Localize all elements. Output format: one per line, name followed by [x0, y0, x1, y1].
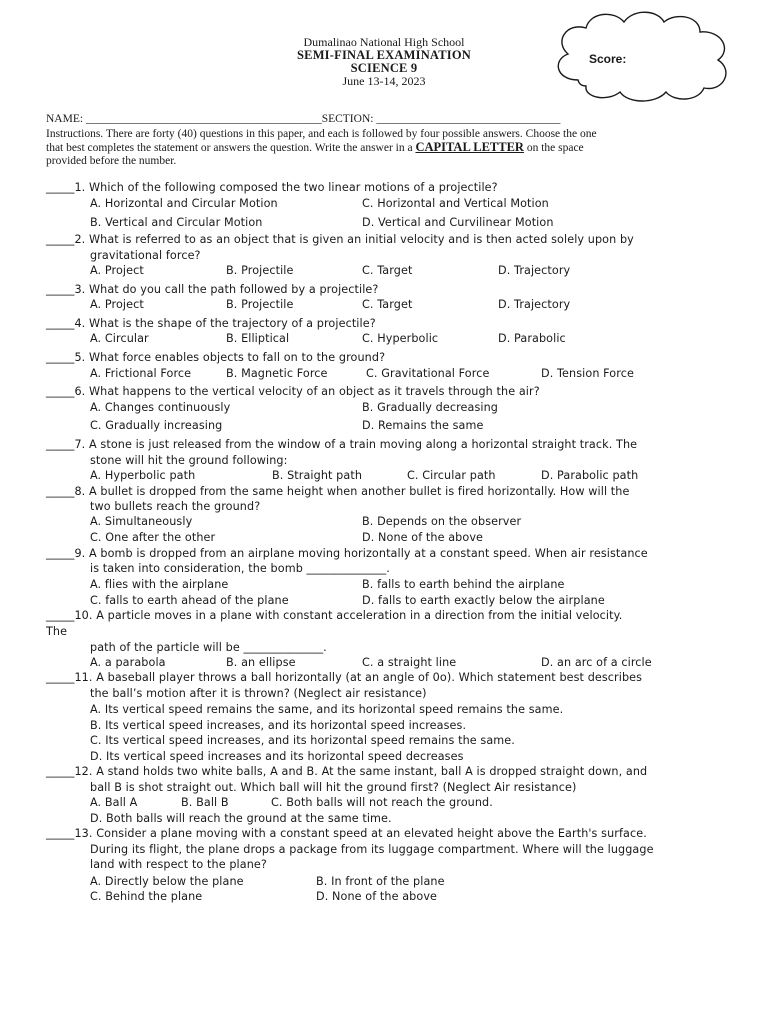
- question-12-stem: _____12. A stand holds two white balls, A and B. At the same instant, ball A is dropped straight down, and: [46, 765, 648, 778]
- question-8-stem-cont: two bullets reach the ground?: [90, 500, 261, 513]
- question-6-stem: _____6. What happens to the vertical velocity of an object as it travels through the air?: [46, 385, 540, 398]
- question-11-choice-d: D. Its vertical speed increases and its horizontal speed decreases: [90, 750, 464, 763]
- capital-letter-emphasis: CAPITAL LETTER: [415, 140, 524, 155]
- question-4-choice-a: A. Circular: [90, 332, 149, 345]
- question-13-stem-cont-2: land with respect to the plane?: [90, 858, 267, 871]
- question-11-stem: _____11. A baseball player throws a ball horizontally (at an angle of 0o). Which statement best describes: [46, 671, 643, 684]
- question-13-stem: _____13. Consider a plane moving with a constant speed at an elevated height above the Earth's surface.: [46, 827, 647, 840]
- name-section-line: [46, 113, 746, 125]
- question-6-choice-a: A. Changes continuously: [90, 401, 231, 414]
- question-13-stem-cont: During its flight, the plane drops a package from its luggage compartment. Where will the luggage: [90, 843, 654, 856]
- question-11-stem-cont: the ball’s motion after it is thrown? (Neglect air resistance): [90, 687, 427, 700]
- question-12-choice-b: B. Ball B: [181, 796, 229, 809]
- question-5-choice-c: C. Gravitational Force: [366, 367, 490, 380]
- question-12-choice-c: C. Both balls will not reach the ground.: [271, 796, 493, 809]
- question-1-choice-a: A. Horizontal and Circular Motion: [90, 197, 278, 210]
- question-12-stem-cont: ball B is shot straight out. Which ball will hit the ground first? (Neglect Air resistance): [90, 781, 577, 794]
- question-9-choice-d: D. falls to earth exactly below the airplane: [362, 594, 605, 607]
- question-8-choice-b: B. Depends on the observer: [362, 515, 522, 528]
- question-13-choice-d: D. None of the above: [316, 890, 438, 903]
- question-1-stem: _____1. Which of the following composed the two linear motions of a projectile?: [46, 181, 498, 194]
- question-11-choice-a: A. Its vertical speed remains the same, and its horizontal speed remains the same.: [90, 703, 564, 716]
- question-10-choice-d: D. an arc of a circle: [541, 656, 652, 669]
- question-7-stem: _____7. A stone is just released from the window of a train moving along a horizontal straight track. The: [46, 438, 638, 451]
- question-9-choice-a: A. flies with the airplane: [90, 578, 229, 591]
- question-10-stem-cont: path of the particle will be ______________.: [90, 641, 327, 654]
- question-10-stem: _____10. A particle moves in a plane with constant acceleration in a direction from the initial velocity.: [46, 609, 623, 622]
- question-10-choice-c: C. a straight line: [362, 656, 457, 669]
- question-2-choice-c: C. Target: [362, 264, 413, 277]
- question-4-choice-c: C. Hyperbolic: [362, 332, 439, 345]
- question-8-choice-a: A. Simultaneously: [90, 515, 193, 528]
- question-2-stem: _____2. What is referred to as an object that is given an initial velocity and is then acted solely upon by: [46, 233, 634, 246]
- question-1-choice-b: B. Vertical and Circular Motion: [90, 216, 263, 229]
- question-3-stem: _____3. What do you call the path followed by a projectile?: [46, 283, 379, 296]
- question-2-choice-b: B. Projectile: [226, 264, 294, 277]
- exam-title: SEMI-FINAL EXAMINATION: [297, 48, 471, 62]
- question-9-choice-b: B. falls to earth behind the airplane: [362, 578, 565, 591]
- question-4-stem: _____4. What is the shape of the trajectory of a projectile?: [46, 317, 376, 330]
- school-name: Dumalinao National High School: [303, 35, 465, 49]
- question-6-choice-d: D. Remains the same: [362, 419, 484, 432]
- question-5-choice-b: B. Magnetic Force: [226, 367, 328, 380]
- question-9-stem: _____9. A bomb is dropped from an airplane moving horizontally at a constant speed. When air resistance: [46, 547, 648, 560]
- exam-date: June 13-14, 2023: [342, 74, 426, 88]
- question-9-stem-cont: is taken into consideration, the bomb ______________.: [90, 562, 390, 575]
- question-7-choice-b: B. Straight path: [272, 469, 363, 482]
- question-6-choice-c: C. Gradually increasing: [90, 419, 223, 432]
- question-13-choice-b: B. In front of the plane: [316, 875, 445, 888]
- question-9-choice-c: C. falls to earth ahead of the plane: [90, 594, 289, 607]
- question-3-choice-d: D. Trajectory: [498, 298, 571, 311]
- question-8-stem: _____8. A bullet is dropped from the same height when another bullet is fired horizontally. How will the: [46, 485, 630, 498]
- section-blank[interactable]: ________________________________: [376, 113, 561, 125]
- question-10-choice-b: B. an ellipse: [226, 656, 296, 669]
- question-11-choice-b: B. Its vertical speed increases, and its horizontal speed increases.: [90, 719, 467, 732]
- instructions: [46, 128, 726, 169]
- question-1-choice-d: D. Vertical and Curvilinear Motion: [362, 216, 554, 229]
- question-11-choice-c: C. Its vertical speed increases, and its horizontal speed remains the same.: [90, 734, 515, 747]
- question-5-choice-a: A. Frictional Force: [90, 367, 192, 380]
- name-label: NAME:: [46, 113, 84, 125]
- instructions-line-2: that best completes the statement or answers the question. Write the answer in a CAPITAL LETTER on the space: [46, 140, 584, 155]
- subject-title: SCIENCE 9: [350, 61, 418, 75]
- question-12-choice-a: A. Ball A: [90, 796, 138, 809]
- question-7-choice-d: D. Parabolic path: [541, 469, 639, 482]
- question-3-choice-c: C. Target: [362, 298, 413, 311]
- question-13-choice-a: A. Directly below the plane: [90, 875, 244, 888]
- question-7-choice-a: A. Hyperbolic path: [90, 469, 196, 482]
- question-3-choice-a: A. Project: [90, 298, 144, 311]
- section-label: SECTION:: [321, 113, 374, 125]
- score-cloud-shape: [548, 8, 738, 104]
- question-5-stem: _____5. What force enables objects to fall on to the ground?: [46, 351, 386, 364]
- question-2-choice-a: A. Project: [90, 264, 144, 277]
- question-12-choice-d: D. Both balls will reach the ground at the same time.: [90, 812, 392, 825]
- question-4-choice-b: B. Elliptical: [226, 332, 290, 345]
- question-1-choice-c: C. Horizontal and Vertical Motion: [362, 197, 549, 210]
- question-8-choice-c: C. One after the other: [90, 531, 216, 544]
- question-6-choice-b: B. Gradually decreasing: [362, 401, 499, 414]
- question-10-stem-wrap: The: [46, 625, 68, 638]
- question-5-choice-d: D. Tension Force: [541, 367, 634, 380]
- instructions-line-1: Instructions. There are forty (40) questions in this paper, and each is followed by four possible answers. Choose the one: [46, 128, 597, 140]
- question-13-choice-c: C. Behind the plane: [90, 890, 203, 903]
- question-2-stem-cont: gravitational force?: [90, 249, 201, 262]
- name-blank[interactable]: _________________________________________: [85, 113, 322, 125]
- question-10-choice-a: A. a parabola: [90, 656, 166, 669]
- score-label: Score:: [589, 52, 627, 66]
- question-3-choice-b: B. Projectile: [226, 298, 294, 311]
- question-4-choice-d: D. Parabolic: [498, 332, 566, 345]
- question-2-choice-d: D. Trajectory: [498, 264, 571, 277]
- question-7-stem-cont: stone will hit the ground following:: [90, 454, 288, 467]
- question-8-choice-d: D. None of the above: [362, 531, 484, 544]
- question-7-choice-c: C. Circular path: [407, 469, 496, 482]
- instructions-line-3: provided before the number.: [46, 155, 177, 168]
